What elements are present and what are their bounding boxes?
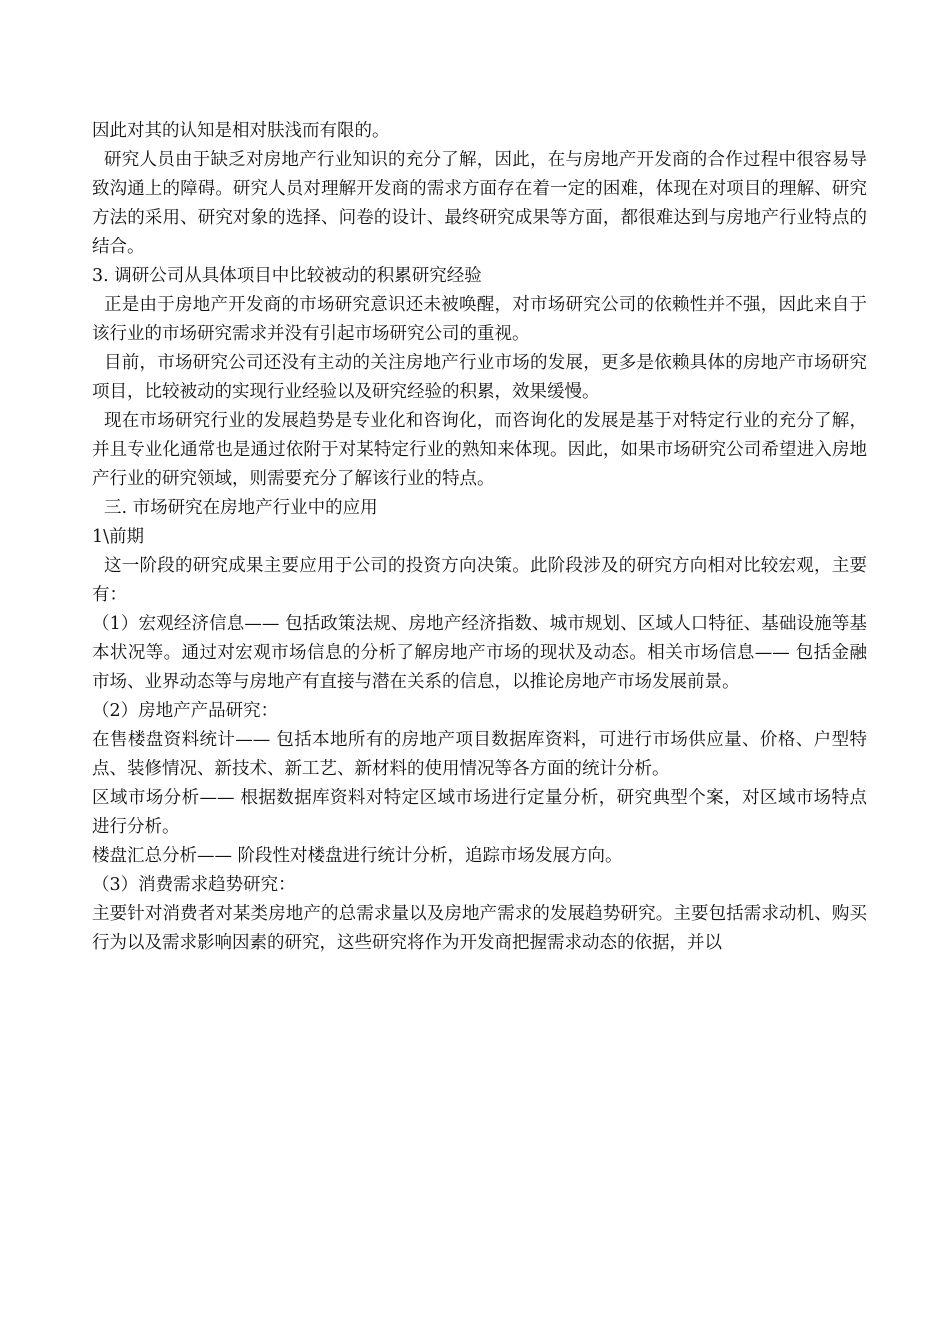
paragraph-demand: 主要针对消费者对某类房地产的总需求量以及房地产需求的发展趋势研究。主要包括需求动机、购买行为以及需求影响因素的研究，这些研究将作为开发商把握需求动态的依据，并以 (92, 904, 867, 953)
paragraph-awareness: 正是由于房地产开发商的市场研究意识还未被唤醒，对市场研究公司的依赖性并不强，因此来自于该行业的市场研究需求并没有引起市场研究公司的重视。 (92, 295, 867, 344)
chapter-heading-3: 三. 市场研究在房地产行业中的应用 (104, 498, 378, 518)
paragraph-early-stage: 这一阶段的研究成果主要应用于公司的投资方向决策。此阶段涉及的研究方向相对比较宏观，主要有： (92, 556, 867, 605)
paragraph-intro-continued: 因此对其的认知是相对肤浅而有限的。 (92, 121, 390, 141)
document-page (92, 117, 867, 958)
section-heading-3: 3. 调研公司从具体项目中比较被动的积累研究经验 (92, 266, 482, 286)
subheading-early-stage: 1\前期 (92, 527, 145, 547)
paragraph-regional-analysis: 区域市场分析—— 根据数据库资料对特定区域市场进行定量分析，研究典型个案，对区域市场特点进行分析。 (92, 788, 867, 837)
paragraph-current-state: 目前，市场研究公司还没有主动的关注房地产行业市场的发展，更多是依赖具体的房地产市场研究项目，比较被动的实现行业经验以及研究经验的积累，效果缓慢。 (92, 353, 867, 402)
paragraph-listing-stats: 在售楼盘资料统计—— 包括本地所有的房地产项目数据库资料，可进行市场供应量、价格、户型特点、装修情况、新技术、新工艺、新材料的使用情况等各方面的统计分析。 (92, 730, 867, 779)
list-item-demand-trend: （3）消费需求趋势研究： (92, 875, 296, 895)
paragraph-summary-analysis: 楼盘汇总分析—— 阶段性对楼盘进行统计分析，追踪市场发展方向。 (92, 846, 623, 866)
paragraph-researcher-knowledge: 研究人员由于缺乏对房地产行业知识的充分了解，因此，在与房地产开发商的合作过程中很容易导致沟通上的障碍。研究人员对理解开发商的需求方面存在着一定的困难，体现在对项目的理解、研究方法的采用、研究对象的选择、问卷的设计、最终研究成果等方面，都很难达到与房地产行业特点的结合。 (92, 150, 867, 257)
paragraph-trend: 现在市场研究行业的发展趋势是专业化和咨询化，而咨询化的发展是基于对特定行业的充分了解，并且专业化通常也是通过依附于对某特定行业的熟知来体现。因此，如果市场研究公司希望进入房地产行业的研究领域，则需要充分了解该行业的特点。 (92, 411, 867, 489)
list-item-product-research: （2）房地产产品研究： (92, 701, 279, 721)
list-item-macro-economy: （1）宏观经济信息—— 包括政策法规、房地产经济指数、城市规划、区域人口特征、基础设施等基本状况等。通过对宏观市场信息的分析了解房地产市场的现状及动态。相关市场信息—— 包括金融市场、业界动态等与房地产有直接与潜在关系的信息，以推论房地产市场发展前景。 (92, 614, 867, 692)
